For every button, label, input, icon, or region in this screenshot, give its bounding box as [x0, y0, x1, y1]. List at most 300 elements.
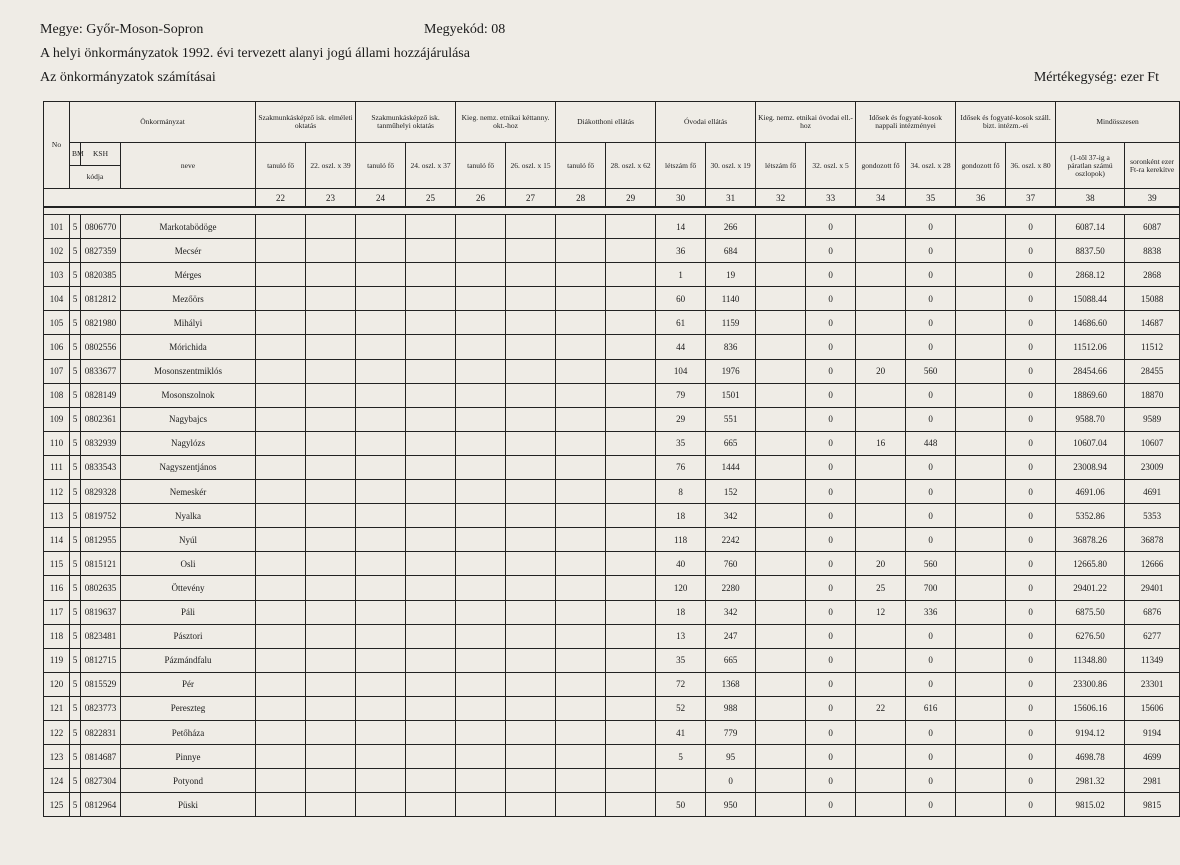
- colnum-23: 23: [306, 189, 356, 208]
- row-ksh: 0814687: [81, 745, 121, 769]
- row-c31: 1140: [706, 287, 756, 311]
- row-ksh: 0819752: [81, 504, 121, 528]
- row-c37: 0: [1006, 769, 1056, 793]
- row-bm: 5: [70, 455, 81, 479]
- row-c35: 0: [906, 455, 956, 479]
- colnum-29: 29: [606, 189, 656, 208]
- row-c35: 0: [906, 215, 956, 239]
- sub-27: 26. oszl. x 15: [506, 143, 556, 189]
- row-c32: [756, 215, 806, 239]
- row-bm: 5: [70, 359, 81, 383]
- row-no: 120: [44, 672, 70, 696]
- row-c39: 5353: [1125, 504, 1180, 528]
- row-c24: [356, 480, 406, 504]
- row-c27: [506, 672, 556, 696]
- row-no: 111: [44, 455, 70, 479]
- row-c26: [456, 239, 506, 263]
- row-c24: [356, 287, 406, 311]
- row-c22: [256, 359, 306, 383]
- row-c35: 0: [906, 624, 956, 648]
- row-c28: [556, 287, 606, 311]
- row-c34: [856, 215, 906, 239]
- row-bm: 5: [70, 793, 81, 817]
- row-c28: [556, 359, 606, 383]
- row-c30: 79: [656, 383, 706, 407]
- row-bm: 5: [70, 648, 81, 672]
- row-c29: [606, 720, 656, 744]
- row-c24: [356, 720, 406, 744]
- row-name: Püski: [121, 793, 256, 817]
- row-c30: 36: [656, 239, 706, 263]
- row-c39: 11349: [1125, 648, 1180, 672]
- row-c33: 0: [806, 576, 856, 600]
- row-c25: [406, 769, 456, 793]
- row-c29: [606, 455, 656, 479]
- row-c39: 10607: [1125, 431, 1180, 455]
- row-bm: 5: [70, 696, 81, 720]
- row-bm: 5: [70, 769, 81, 793]
- row-name: Páli: [121, 600, 256, 624]
- row-c31: 1976: [706, 359, 756, 383]
- row-c25: [406, 624, 456, 648]
- row-c24: [356, 407, 406, 431]
- table-row: [44, 793, 1180, 817]
- row-c24: [356, 600, 406, 624]
- row-c39: 15606: [1125, 696, 1180, 720]
- row-c23: [306, 576, 356, 600]
- row-c28: [556, 600, 606, 624]
- row-c26: [456, 769, 506, 793]
- row-c30: 8: [656, 480, 706, 504]
- group-ovodai: Óvodai ellátás: [656, 102, 756, 143]
- row-c24: [356, 672, 406, 696]
- row-c36: [956, 263, 1006, 287]
- row-no: 110: [44, 431, 70, 455]
- row-c26: [456, 793, 506, 817]
- row-bm: 5: [70, 215, 81, 239]
- row-no: 114: [44, 528, 70, 552]
- row-c26: [456, 600, 506, 624]
- row-c35: 0: [906, 672, 956, 696]
- row-c34: [856, 769, 906, 793]
- row-c28: [556, 672, 606, 696]
- row-c37: 0: [1006, 455, 1056, 479]
- row-c39: 14687: [1125, 311, 1180, 335]
- row-c22: [256, 769, 306, 793]
- row-no: 121: [44, 696, 70, 720]
- row-ksh: 0820385: [81, 263, 121, 287]
- colnum-26: 26: [456, 189, 506, 208]
- group-mindosszesen: Mindösszesen: [1056, 102, 1180, 143]
- row-c34: 20: [856, 552, 906, 576]
- row-c23: [306, 504, 356, 528]
- row-c30: 120: [656, 576, 706, 600]
- row-bm: 5: [70, 480, 81, 504]
- row-c23: [306, 455, 356, 479]
- row-c28: [556, 407, 606, 431]
- row-c25: [406, 311, 456, 335]
- row-c37: 0: [1006, 552, 1056, 576]
- sub-37: 36. oszl. x 80: [1006, 143, 1056, 189]
- row-no: 112: [44, 480, 70, 504]
- row-c36: [956, 745, 1006, 769]
- row-c37: 0: [1006, 793, 1056, 817]
- row-c37: 0: [1006, 696, 1056, 720]
- row-no: 106: [44, 335, 70, 359]
- row-c36: [956, 359, 1006, 383]
- table-row: [44, 552, 1180, 576]
- row-c27: [506, 455, 556, 479]
- row-c31: 2242: [706, 528, 756, 552]
- row-c22: [256, 455, 306, 479]
- row-c25: [406, 215, 456, 239]
- row-c23: [306, 311, 356, 335]
- row-c30: 1: [656, 263, 706, 287]
- row-c37: 0: [1006, 335, 1056, 359]
- row-c36: [956, 624, 1006, 648]
- row-c27: [506, 504, 556, 528]
- sub-33: 32. oszl. x 5: [806, 143, 856, 189]
- row-c33: 0: [806, 215, 856, 239]
- row-c31: 665: [706, 431, 756, 455]
- row-c35: 0: [906, 528, 956, 552]
- row-c34: [856, 624, 906, 648]
- row-c37: 0: [1006, 263, 1056, 287]
- table-row: [44, 239, 1180, 263]
- sub-25: 24. oszl. x 37: [406, 143, 456, 189]
- row-c24: [356, 455, 406, 479]
- row-c38: 15606.16: [1056, 696, 1125, 720]
- table-body: [44, 215, 1180, 817]
- colnum-25: 25: [406, 189, 456, 208]
- row-c38: 18869.60: [1056, 383, 1125, 407]
- row-c24: [356, 359, 406, 383]
- group-kieg-ovodai: Kieg. nemz. etnikai óvodai ell.-hoz: [756, 102, 856, 143]
- row-c29: [606, 359, 656, 383]
- row-c39: 15088: [1125, 287, 1180, 311]
- row-c31: 684: [706, 239, 756, 263]
- row-c28: [556, 335, 606, 359]
- row-c26: [456, 215, 506, 239]
- row-c34: [856, 287, 906, 311]
- row-c29: [606, 335, 656, 359]
- colnum-32: 32: [756, 189, 806, 208]
- sub-39: soronként ezer Ft-ra kerekítve: [1125, 143, 1180, 189]
- row-c33: 0: [806, 769, 856, 793]
- row-name: Nyúl: [121, 528, 256, 552]
- row-ksh: 0827359: [81, 239, 121, 263]
- row-name: Pereszteg: [121, 696, 256, 720]
- row-c34: [856, 455, 906, 479]
- table-row: [44, 431, 1180, 455]
- row-c23: [306, 359, 356, 383]
- row-c29: [606, 407, 656, 431]
- row-c31: 342: [706, 504, 756, 528]
- row-c23: [306, 552, 356, 576]
- row-c34: [856, 335, 906, 359]
- row-c25: [406, 552, 456, 576]
- table-row: [44, 600, 1180, 624]
- row-c28: [556, 720, 606, 744]
- row-no: 123: [44, 745, 70, 769]
- row-ksh: 0806770: [81, 215, 121, 239]
- row-c39: 9589: [1125, 407, 1180, 431]
- row-c36: [956, 552, 1006, 576]
- row-bm: 5: [70, 552, 81, 576]
- row-c22: [256, 311, 306, 335]
- row-c37: 0: [1006, 359, 1056, 383]
- row-c39: 11512: [1125, 335, 1180, 359]
- row-c37: 0: [1006, 383, 1056, 407]
- row-c38: 23008.94: [1056, 455, 1125, 479]
- group-szakmunkas-elmeleti: Szakmunkásképző isk. elméleti oktatás: [256, 102, 356, 143]
- row-c29: [606, 383, 656, 407]
- colnum-24: 24: [356, 189, 406, 208]
- row-bm: 5: [70, 672, 81, 696]
- row-c30: 44: [656, 335, 706, 359]
- row-c23: [306, 672, 356, 696]
- table-row: [44, 769, 1180, 793]
- county-code-label: Megyekód: 08: [424, 22, 506, 37]
- row-c22: [256, 696, 306, 720]
- row-c28: [556, 239, 606, 263]
- row-c27: [506, 359, 556, 383]
- colnum-27: 27: [506, 189, 556, 208]
- row-c31: 247: [706, 624, 756, 648]
- row-c25: [406, 576, 456, 600]
- row-c28: [556, 504, 606, 528]
- row-c23: [306, 720, 356, 744]
- row-c27: [506, 215, 556, 239]
- row-c22: [256, 648, 306, 672]
- row-c36: [956, 431, 1006, 455]
- row-bm: 5: [70, 287, 81, 311]
- row-name: Pér: [121, 672, 256, 696]
- row-c33: 0: [806, 287, 856, 311]
- colnum-30: 30: [656, 189, 706, 208]
- row-name: Osli: [121, 552, 256, 576]
- row-c34: [856, 793, 906, 817]
- row-c28: [556, 769, 606, 793]
- row-c32: [756, 407, 806, 431]
- row-c37: 0: [1006, 215, 1056, 239]
- row-c37: 0: [1006, 720, 1056, 744]
- table-row: [44, 407, 1180, 431]
- row-c34: [856, 311, 906, 335]
- row-c31: 950: [706, 793, 756, 817]
- row-c24: [356, 769, 406, 793]
- row-c27: [506, 648, 556, 672]
- row-c27: [506, 431, 556, 455]
- row-c31: 1159: [706, 311, 756, 335]
- row-no: 116: [44, 576, 70, 600]
- row-c27: [506, 311, 556, 335]
- document-subtitle: Az önkormányzatok számításai: [40, 70, 216, 85]
- row-bm: 5: [70, 239, 81, 263]
- colnum-31: 31: [706, 189, 756, 208]
- row-c26: [456, 648, 506, 672]
- row-c24: [356, 431, 406, 455]
- row-c27: [506, 383, 556, 407]
- table-row: [44, 359, 1180, 383]
- row-ksh: 0833543: [81, 455, 121, 479]
- row-c35: 0: [906, 383, 956, 407]
- row-c38: 9815.02: [1056, 793, 1125, 817]
- row-c22: [256, 263, 306, 287]
- row-c29: [606, 769, 656, 793]
- row-c33: 0: [806, 383, 856, 407]
- row-c32: [756, 648, 806, 672]
- row-c26: [456, 287, 506, 311]
- row-c36: [956, 600, 1006, 624]
- row-name: Mecsér: [121, 239, 256, 263]
- row-c36: [956, 672, 1006, 696]
- row-c23: [306, 383, 356, 407]
- row-ksh: 0812812: [81, 287, 121, 311]
- row-c37: 0: [1006, 407, 1056, 431]
- sub-31: 30. oszl. x 19: [706, 143, 756, 189]
- table-row: [44, 263, 1180, 287]
- row-bm: 5: [70, 335, 81, 359]
- row-c31: 988: [706, 696, 756, 720]
- row-c32: [756, 720, 806, 744]
- row-c30: 18: [656, 600, 706, 624]
- row-c33: 0: [806, 720, 856, 744]
- row-c36: [956, 480, 1006, 504]
- row-c27: [506, 528, 556, 552]
- row-c23: [306, 624, 356, 648]
- row-c36: [956, 696, 1006, 720]
- row-c26: [456, 359, 506, 383]
- row-bm: 5: [70, 745, 81, 769]
- row-c27: [506, 793, 556, 817]
- row-c30: 118: [656, 528, 706, 552]
- row-c29: [606, 696, 656, 720]
- row-ksh: 0822831: [81, 720, 121, 744]
- row-c39: 9815: [1125, 793, 1180, 817]
- table-row: [44, 720, 1180, 744]
- row-c24: [356, 504, 406, 528]
- row-c36: [956, 769, 1006, 793]
- row-c32: [756, 359, 806, 383]
- row-c24: [356, 552, 406, 576]
- row-c25: [406, 263, 456, 287]
- row-c35: 0: [906, 335, 956, 359]
- row-c32: [756, 431, 806, 455]
- colnum-36: 36: [956, 189, 1006, 208]
- row-c29: [606, 528, 656, 552]
- row-c38: 29401.22: [1056, 576, 1125, 600]
- row-ksh: 0823481: [81, 624, 121, 648]
- row-c34: [856, 239, 906, 263]
- row-c32: [756, 311, 806, 335]
- row-c36: [956, 407, 1006, 431]
- row-ksh: 0802361: [81, 407, 121, 431]
- group-diakotthon: Diákotthoni ellátás: [556, 102, 656, 143]
- group-kieg-kettanny: Kieg. nemz. etnikai kéttanny. okt.-hoz: [456, 102, 556, 143]
- row-c22: [256, 745, 306, 769]
- row-c38: 9588.70: [1056, 407, 1125, 431]
- row-c24: [356, 263, 406, 287]
- row-c24: [356, 624, 406, 648]
- row-ksh: 0823773: [81, 696, 121, 720]
- row-c23: [306, 215, 356, 239]
- row-c38: 28454.66: [1056, 359, 1125, 383]
- row-c32: [756, 504, 806, 528]
- row-c30: 50: [656, 793, 706, 817]
- row-c39: 29401: [1125, 576, 1180, 600]
- row-c31: 551: [706, 407, 756, 431]
- row-c36: [956, 793, 1006, 817]
- row-c37: 0: [1006, 672, 1056, 696]
- row-c23: [306, 480, 356, 504]
- row-c37: 0: [1006, 745, 1056, 769]
- row-c33: 0: [806, 263, 856, 287]
- row-c25: [406, 528, 456, 552]
- row-bm: 5: [70, 576, 81, 600]
- row-c39: 4699: [1125, 745, 1180, 769]
- col-ksh: KSH: [81, 143, 121, 166]
- sub-35: 34. oszl. x 28: [906, 143, 956, 189]
- colnum-34: 34: [856, 189, 906, 208]
- row-name: Öttevény: [121, 576, 256, 600]
- colnum-33: 33: [806, 189, 856, 208]
- row-c33: 0: [806, 480, 856, 504]
- table-row: [44, 383, 1180, 407]
- row-c37: 0: [1006, 504, 1056, 528]
- row-c27: [506, 552, 556, 576]
- row-c36: [956, 383, 1006, 407]
- row-c26: [456, 335, 506, 359]
- row-ksh: 0812955: [81, 528, 121, 552]
- row-name: Pinnye: [121, 745, 256, 769]
- table-row: [44, 335, 1180, 359]
- row-c22: [256, 672, 306, 696]
- row-c35: 0: [906, 769, 956, 793]
- row-c35: 700: [906, 576, 956, 600]
- table-row: [44, 624, 1180, 648]
- row-c35: 0: [906, 311, 956, 335]
- row-c24: [356, 239, 406, 263]
- row-c34: [856, 745, 906, 769]
- row-c26: [456, 696, 506, 720]
- row-c25: [406, 672, 456, 696]
- row-c25: [406, 648, 456, 672]
- colnum-37: 37: [1006, 189, 1056, 208]
- row-name: Mórichida: [121, 335, 256, 359]
- row-c38: 6875.50: [1056, 600, 1125, 624]
- row-bm: 5: [70, 600, 81, 624]
- row-ksh: 0812964: [81, 793, 121, 817]
- row-c22: [256, 335, 306, 359]
- row-c22: [256, 552, 306, 576]
- row-name: Nemeskér: [121, 480, 256, 504]
- row-c28: [556, 552, 606, 576]
- row-ksh: 0815121: [81, 552, 121, 576]
- row-bm: 5: [70, 263, 81, 287]
- row-c38: 23300.86: [1056, 672, 1125, 696]
- row-c38: 14686.60: [1056, 311, 1125, 335]
- row-c37: 0: [1006, 287, 1056, 311]
- row-c38: 5352.86: [1056, 504, 1125, 528]
- row-c26: [456, 263, 506, 287]
- row-c30: 40: [656, 552, 706, 576]
- row-c32: [756, 528, 806, 552]
- row-c28: [556, 263, 606, 287]
- row-c39: 23301: [1125, 672, 1180, 696]
- row-c32: [756, 480, 806, 504]
- row-c38: 11512.06: [1056, 335, 1125, 359]
